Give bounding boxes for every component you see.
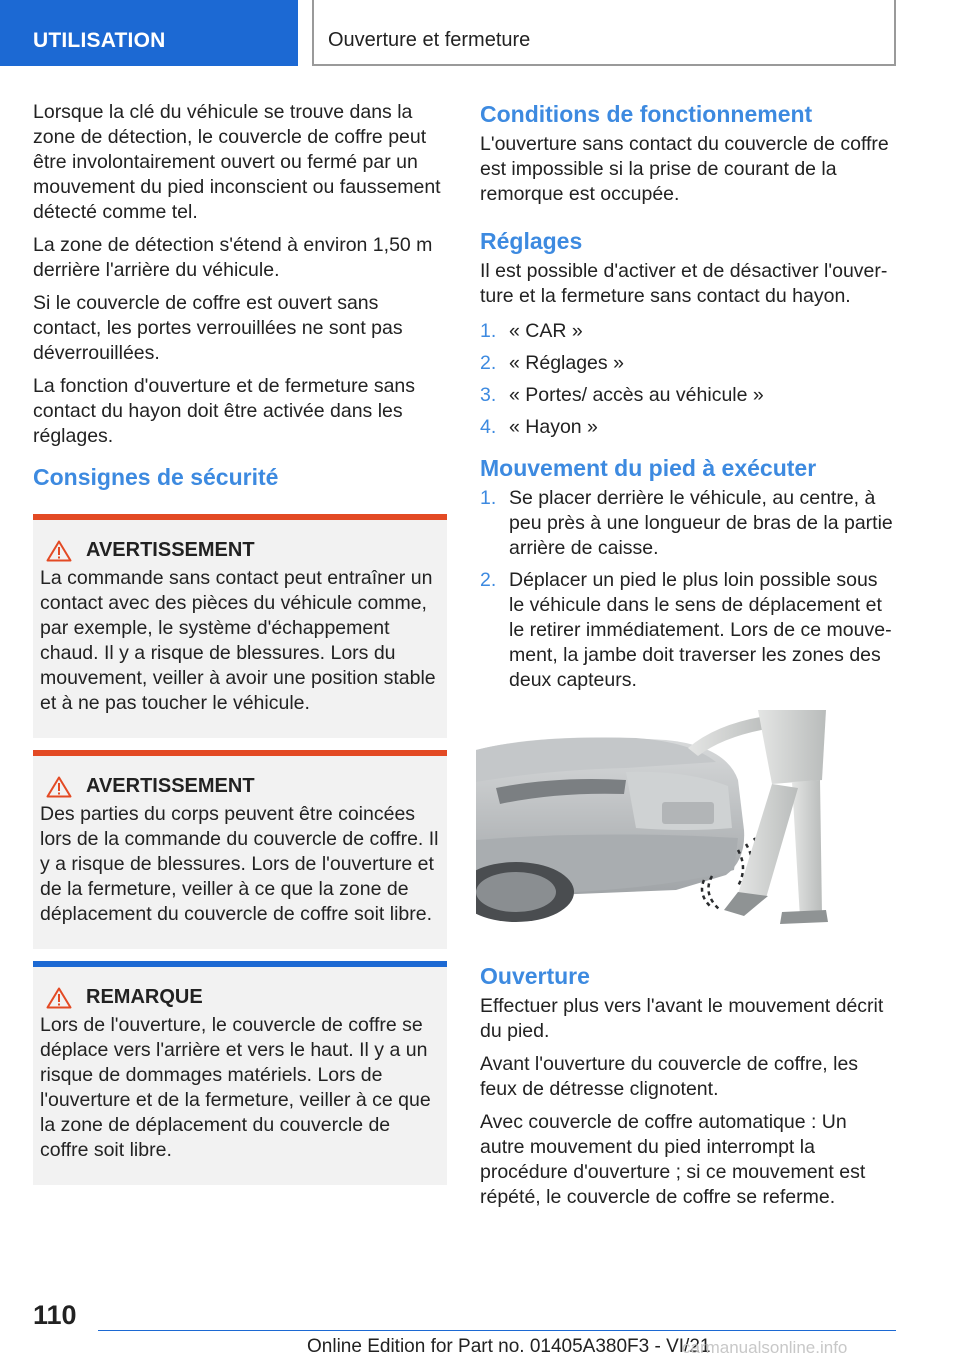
- warning-triangle-icon: [46, 987, 72, 1009]
- list-item: 1. Se placer derrière le véhicule, au centre, à peu près à une longueur de bras de la partie arrière de caisse.: [480, 487, 893, 559]
- paragraph: Effectuer plus vers l'avant le mouvement décrit du pied.: [480, 995, 884, 1042]
- list-item: 3. « Portes/ accès au véhicule »: [480, 384, 764, 406]
- watermark: carmanualsonline.info: [682, 1338, 848, 1357]
- list-item: 2. Déplacer un pied le plus loin possible sous le véhicule dans le sens de déplacement et le retirer immédiatement. Lors de ce mouvement, la jambe doit traverser les zones des deux capteurs.: [480, 569, 892, 691]
- car-rear-foot-image: [476, 710, 830, 932]
- notice-title: AVERTISSEMENT: [86, 539, 255, 561]
- opening-heading: Ouverture: [480, 963, 590, 989]
- paragraph: Lorsque la clé du véhicule se trouve dans la zone de détection, le couvercle de coffre peut être involontairement ouvert ou fermé par un mouvement du pied inconscient ou faussement détecté comme tel.: [33, 101, 441, 223]
- paragraph: L'ouverture sans contact du couvercle de coffre est impossible si la prise de courant de la remorque est occupée.: [480, 133, 889, 205]
- left-column: [33, 100, 447, 1197]
- warning-triangle-icon: [46, 776, 72, 798]
- list-item: 1. « CAR »: [480, 320, 583, 342]
- paragraph: Avec couvercle de coffre automatique : Un autre mouvement du pied interrompt la procédure d'ouverture ; si ce mouvement est répété, le couvercle de coffre se referme.: [480, 1111, 866, 1208]
- paragraph: Il est possible d'activer et de désactiver l'ouverture et la fermeture sans contact du hayon.: [480, 260, 888, 307]
- kick-sensor-illustration: [476, 710, 830, 932]
- right-column: [480, 100, 896, 1218]
- safety-heading: Consignes de sécurité: [33, 464, 279, 490]
- notice-title: AVERTISSEMENT: [86, 775, 255, 797]
- movement-steps: [480, 486, 896, 693]
- page-number: 110: [33, 1300, 77, 1330]
- edition-text: Online Edition for Part no. 01405A380F3 - VI/21: [307, 1336, 711, 1357]
- paragraph: La zone de détection s'étend à environ 1,50 m derrière l'arrière du véhicule.: [33, 234, 433, 281]
- settings-steps: [480, 319, 896, 440]
- paragraph: La fonction d'ouverture et de fermeture sans contact du hayon doit être activée dans les réglages.: [33, 375, 416, 447]
- conditions-heading: Conditions de fonctionnement: [480, 101, 813, 127]
- notice-text: Lors de l'ouverture, le couvercle de coffre se déplace vers l'arrière et vers le haut. Il y a un risque de dommages matériels. Lors de l'ouverture et de la fermeture, veiller à ce que la zone de déplacement du couvercle de coffre soit libre.: [40, 1014, 431, 1161]
- paragraph: Avant l'ouverture du couvercle de coffre, les feux de détresse clignotent.: [480, 1053, 859, 1100]
- chapter-title: Ouverture et fermeture: [312, 0, 896, 66]
- notice-text: La commande sans contact peut entraîner un contact avec des pièces du véhicule comme, par exemple, le système d'échappement chaud. Il y a risque de blessures. Lors du mouvement, veiller à avoir une position stable et à ne pas toucher le véhicule.: [40, 567, 436, 714]
- settings-heading: Réglages: [480, 228, 583, 254]
- remark-notice: [33, 961, 447, 1185]
- section-tab: UTILISATION: [0, 0, 298, 66]
- warning-notice: [33, 750, 447, 949]
- warning-triangle-icon: [46, 540, 72, 562]
- warning-notice: [33, 514, 447, 738]
- movement-heading: Mouvement du pied à exécuter: [480, 455, 817, 481]
- notice-title: REMARQUE: [86, 986, 203, 1008]
- list-item: 4. « Hayon »: [480, 416, 598, 438]
- list-item: 2. « Réglages »: [480, 352, 624, 374]
- notice-text: Des parties du corps peuvent être coincées lors de la commande du couvercle de coffre. Il y a risque de blessures. Lors de l'ouverture et de la fermeture, veiller à ce que la zone de déplacement du couvercle de coffre soit libre.: [40, 803, 439, 925]
- footer-divider: [98, 1330, 896, 1331]
- paragraph: Si le couvercle de coffre est ouvert sans contact, les portes verrouillées ne sont pas déverrouillées.: [33, 292, 403, 364]
